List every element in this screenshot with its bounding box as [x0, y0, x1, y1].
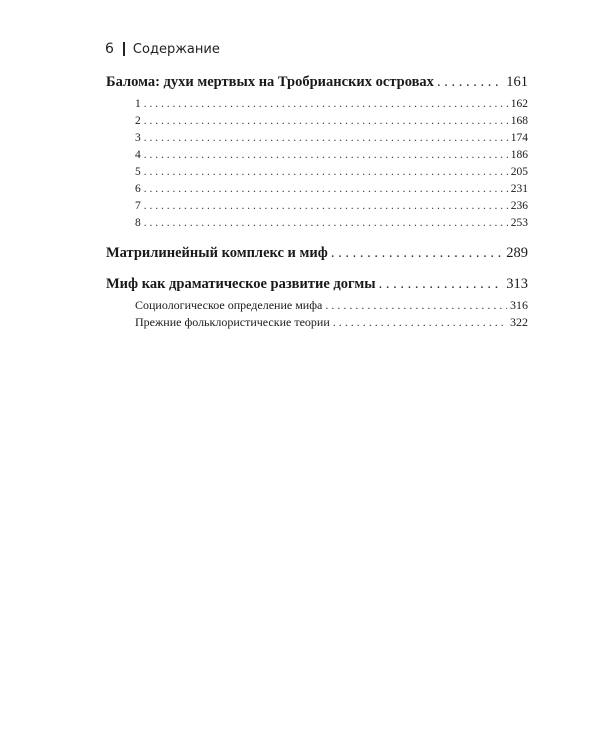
section-title: Содержание	[132, 41, 220, 57]
toc-entry-myth[interactable]	[106, 273, 528, 295]
toc-subentry-label: 3	[135, 132, 141, 144]
page-number: 6	[105, 41, 114, 57]
dot-leader	[144, 113, 508, 130]
toc-subentry[interactable]	[106, 215, 528, 232]
toc-subentry-page: 205	[510, 166, 528, 178]
toc-subentry-page: 236	[510, 200, 528, 212]
toc-subentry-page: 162	[510, 98, 528, 110]
dot-leader	[144, 198, 508, 215]
toc-subentry-label: 4	[135, 149, 141, 161]
dot-leader	[144, 130, 508, 147]
toc-subentry[interactable]	[106, 147, 528, 164]
toc-subentry[interactable]	[106, 96, 528, 113]
header-divider	[123, 42, 125, 56]
dot-leader	[331, 242, 503, 264]
toc-entry-title: Матрилинейный комплекс и миф	[106, 245, 328, 261]
toc-subentry-label: 2	[135, 115, 141, 127]
dot-leader	[144, 181, 508, 198]
toc-subentry[interactable]	[106, 164, 528, 181]
toc-entry-title: Балома: духи мертвых на Тробрианских островах	[106, 74, 434, 90]
toc-subentry-label: 7	[135, 200, 141, 212]
toc-entry-page: 161	[506, 74, 528, 90]
toc-subentry-label: 5	[135, 166, 141, 178]
toc-subentry-page: 253	[510, 217, 528, 229]
dot-leader	[144, 147, 508, 164]
toc-subentry-label: Социологическое определение мифа	[135, 298, 323, 312]
toc-entry-title: Миф как драматическое развитие догмы	[106, 276, 376, 292]
toc-subentry[interactable]	[106, 297, 528, 314]
toc-entry-matrilineal[interactable]	[106, 242, 528, 264]
toc-entry-page: 313	[506, 276, 528, 292]
toc-subentry[interactable]	[106, 181, 528, 198]
toc-subentry-page: 168	[510, 115, 528, 127]
toc-subentry[interactable]	[106, 314, 528, 331]
running-header	[105, 41, 220, 57]
table-of-contents	[106, 71, 528, 331]
toc-entry-baloma[interactable]	[106, 71, 528, 93]
toc-subentry-page: 322	[510, 315, 528, 329]
toc-subentry-page: 231	[510, 183, 528, 195]
toc-subentry[interactable]	[106, 198, 528, 215]
toc-subentry[interactable]	[106, 113, 528, 130]
toc-entry-page: 289	[506, 245, 528, 261]
dot-leader	[437, 71, 503, 93]
toc-subentry-label: 8	[135, 217, 141, 229]
dot-leader	[144, 164, 508, 181]
toc-subentry-label: 6	[135, 183, 141, 195]
dot-leader	[144, 215, 508, 232]
dot-leader	[325, 297, 507, 314]
toc-subentry-page: 186	[510, 149, 528, 161]
toc-subentry-page: 316	[510, 298, 528, 312]
toc-subentry-page: 174	[510, 132, 528, 144]
dot-leader	[144, 96, 508, 113]
dot-leader	[333, 314, 507, 331]
toc-subentry-label: Прежние фольклористические теории	[135, 315, 330, 329]
toc-subentry[interactable]	[106, 130, 528, 147]
toc-subentry-label: 1	[135, 98, 141, 110]
dot-leader	[379, 273, 504, 295]
